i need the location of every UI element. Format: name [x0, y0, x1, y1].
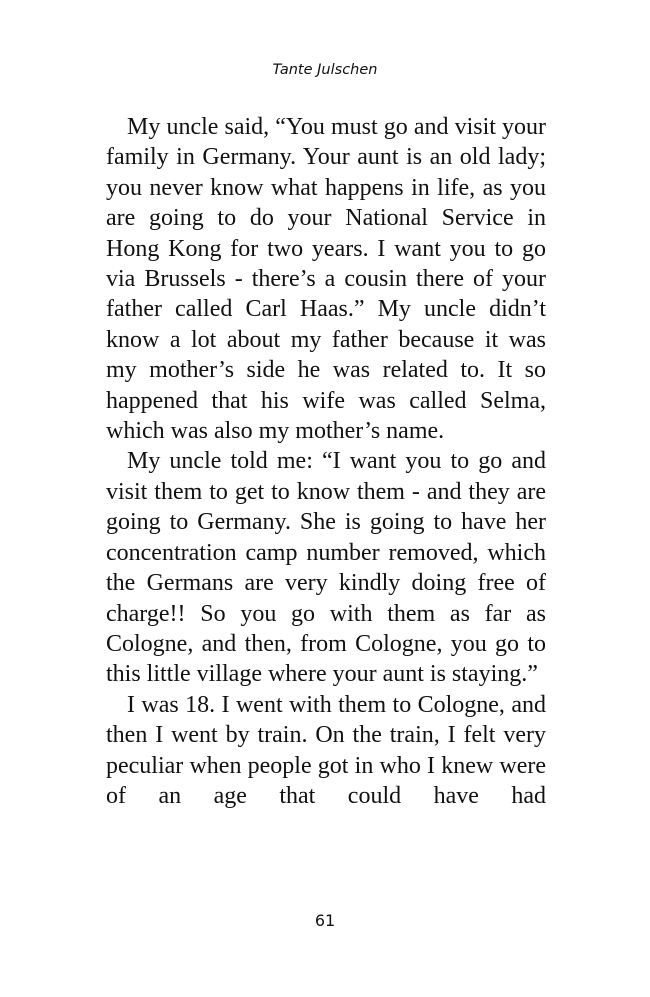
body-text [106, 112, 546, 811]
running-head: Tante Julschen [272, 62, 378, 78]
paragraph-2: My uncle told me: “I want you to go and visit them to get to know them - and they are going to Germany. She is going to have her concentration camp number removed, which the Germans are very kindly doing free of charge!! So you go with them as far as Cologne, and then, from Cologne, you go to this little village where your aunt is staying.” [106, 448, 546, 688]
paragraph-3: I was 18. I went with them to Cologne, and then I went by train. On the train, I felt very peculiar when people got in who I knew were of an age that could have had [106, 691, 546, 809]
page-number: 61 [314, 911, 336, 930]
paragraph-1: My uncle said, “You must go and visit your family in Germany. Your aunt is an old lady; you never know what happens in life, as you are going to do your National Service in Hong Kong for two years. I want you to go via Brussels - there’s a cousin there of your father called Carl Haas.” My uncle didn’t know a lot about my father because it was my mother’s side he was related to. It so happened that his wife was called Selma, which was also my mother’s name. [106, 114, 546, 445]
